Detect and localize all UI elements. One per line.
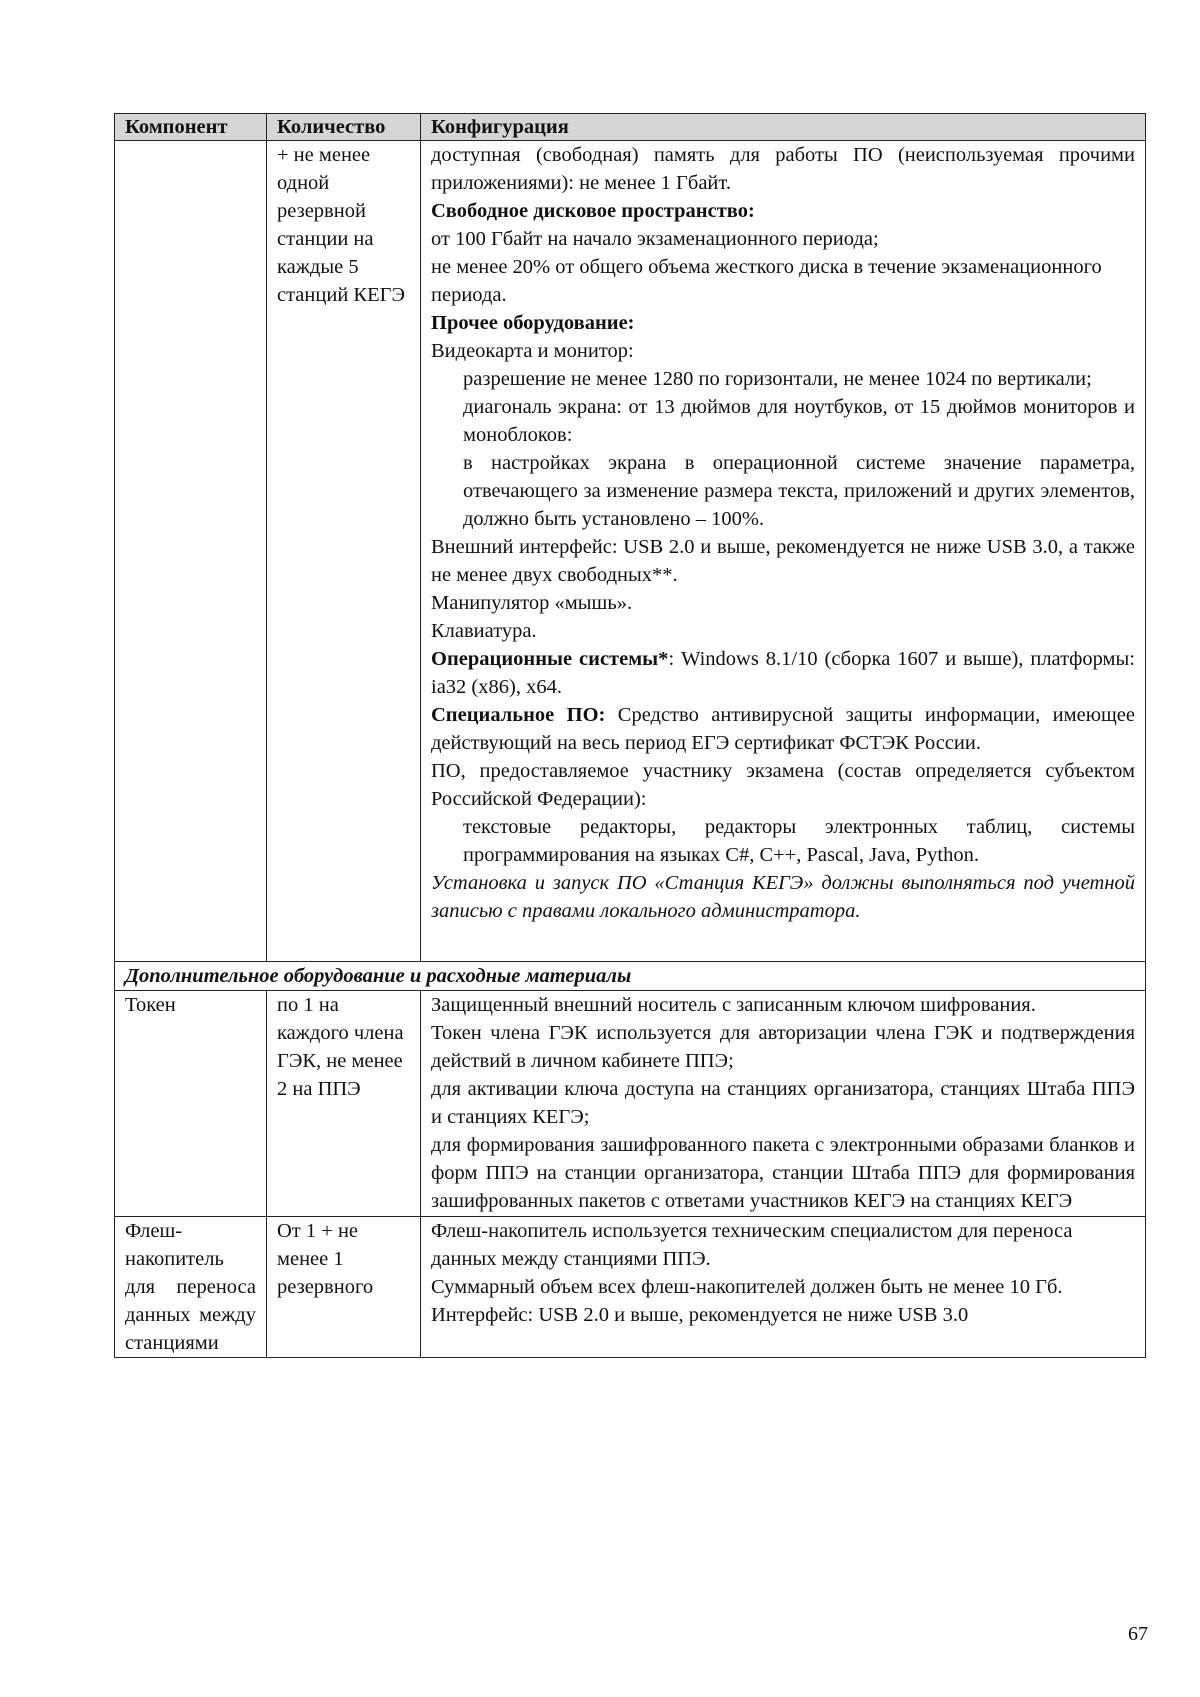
table-header-row	[115, 114, 1146, 141]
equipment-table	[114, 113, 1146, 1358]
table-row-main	[115, 141, 1146, 962]
page-number: 67	[1128, 1623, 1148, 1645]
flash-line: Флеш-накопитель используется техническим специалистом для переноса данных между станциями ППЭ.	[431, 1220, 1073, 1270]
config-indented-line: диагональ экрана: от 13 дюймов для ноутбуков, от 15 дюймов мониторов и моноблоков:	[463, 396, 1135, 446]
config-special-sw-line	[431, 701, 1135, 757]
config-special-sw-label: Специальное ПО:	[431, 704, 606, 726]
config-special-sw-text: Средство антивирусной защиты информации, имеющее действующий на весь период ЕГЭ сертификат ФСТЭК России.	[431, 704, 1135, 754]
config-italic-note: Установка и запуск ПО «Станция КЕГЭ» должны выполняться под учетной записью с правами локального администратора.	[431, 872, 1135, 922]
config-line: ПО, предоставляемое участнику экзамена (состав определяется субъектом Российской Федерации):	[431, 760, 1135, 810]
config-line: доступная (свободная) память для работы ПО (неиспользуемая прочими приложениями): не менее 1 Гбайт.	[431, 144, 1135, 194]
main-component-cell	[115, 141, 267, 962]
main-configuration-cell	[421, 141, 1146, 962]
table-row-flash	[115, 1217, 1146, 1358]
header-quantity: Количество	[267, 114, 421, 141]
token-configuration-cell	[421, 991, 1146, 1217]
header-configuration: Конфигурация	[421, 114, 1146, 141]
flash-quantity-cell: От 1 + не менее 1 резервного	[267, 1217, 421, 1358]
config-os-label: Операционные системы*	[431, 648, 669, 670]
token-line: для активации ключа доступа на станциях организатора, станциях Штаба ППЭ и станциях КЕГЭ;	[431, 1078, 1135, 1128]
flash-component-cell: Флеш-накопитель для переноса данных между станциями	[115, 1217, 267, 1358]
config-line: Внешний интерфейс: USB 2.0 и выше, рекомендуется не ниже USB 3.0, а также не менее двух свободных**.	[431, 536, 1135, 586]
config-heading-disk: Свободное дисковое пространство:	[431, 200, 755, 222]
config-line: не менее 20% от общего объема жесткого диска в течение экзаменационного периода.	[431, 256, 1102, 306]
config-indented-line: разрешение не менее 1280 по горизонтали, не менее 1024 по вертикали;	[463, 368, 1092, 390]
section-row	[115, 962, 1146, 991]
token-quantity-cell: по 1 на каждого члена ГЭК, не менее 2 на ППЭ	[267, 991, 421, 1217]
config-indented-line: текстовые редакторы, редакторы электронных таблиц, системы программирования на языках C#, C++, Pascal, Java, Python.	[463, 816, 1135, 866]
token-line: для формирования зашифрованного пакета с электронными образами бланков и форм ППЭ на станции организатора, станции Штаба ППЭ для формирования зашифрованных пакетов с ответами участников КЕГЭ на станциях КЕГЭ	[431, 1134, 1135, 1212]
flash-line: Интерфейс: USB 2.0 и выше, рекомендуется не ниже USB 3.0	[431, 1304, 969, 1326]
main-quantity-cell: + не менее одной резервной станции на каждые 5 станций КЕГЭ	[267, 141, 421, 962]
config-line: от 100 Гбайт на начало экзаменационного периода;	[431, 228, 879, 250]
token-component-cell: Токен	[115, 991, 267, 1217]
table-row-token	[115, 991, 1146, 1217]
config-indented-line: в настройках экрана в операционной системе значение параметра, отвечающего за изменение размера текста, приложений и других элементов, должно быть установлено – 100%.	[463, 452, 1135, 530]
config-line: Манипулятор «мышь».	[431, 592, 633, 614]
config-line: Клавиатура.	[431, 620, 537, 642]
config-os-text: : Windows 8.1/10 (сборка 1607 и выше), платформы: ia32 (x86), x64.	[431, 648, 1135, 698]
config-line: Видеокарта и монитор:	[431, 340, 634, 362]
token-line: Защищенный внешний носитель с записанным ключом шифрования.	[431, 994, 1036, 1016]
flash-line: Суммарный объем всех флеш-накопителей должен быть не менее 10 Гб.	[431, 1276, 1063, 1298]
config-os-line	[431, 645, 1135, 701]
header-component: Компонент	[115, 114, 267, 141]
token-line: Токен члена ГЭК используется для авторизации члена ГЭК и подтверждения действий в личном кабинете ППЭ;	[431, 1022, 1135, 1072]
section-title: Дополнительное оборудование и расходные материалы	[115, 962, 1146, 991]
flash-configuration-cell	[421, 1217, 1146, 1358]
config-heading-other: Прочее оборудование:	[431, 312, 635, 334]
